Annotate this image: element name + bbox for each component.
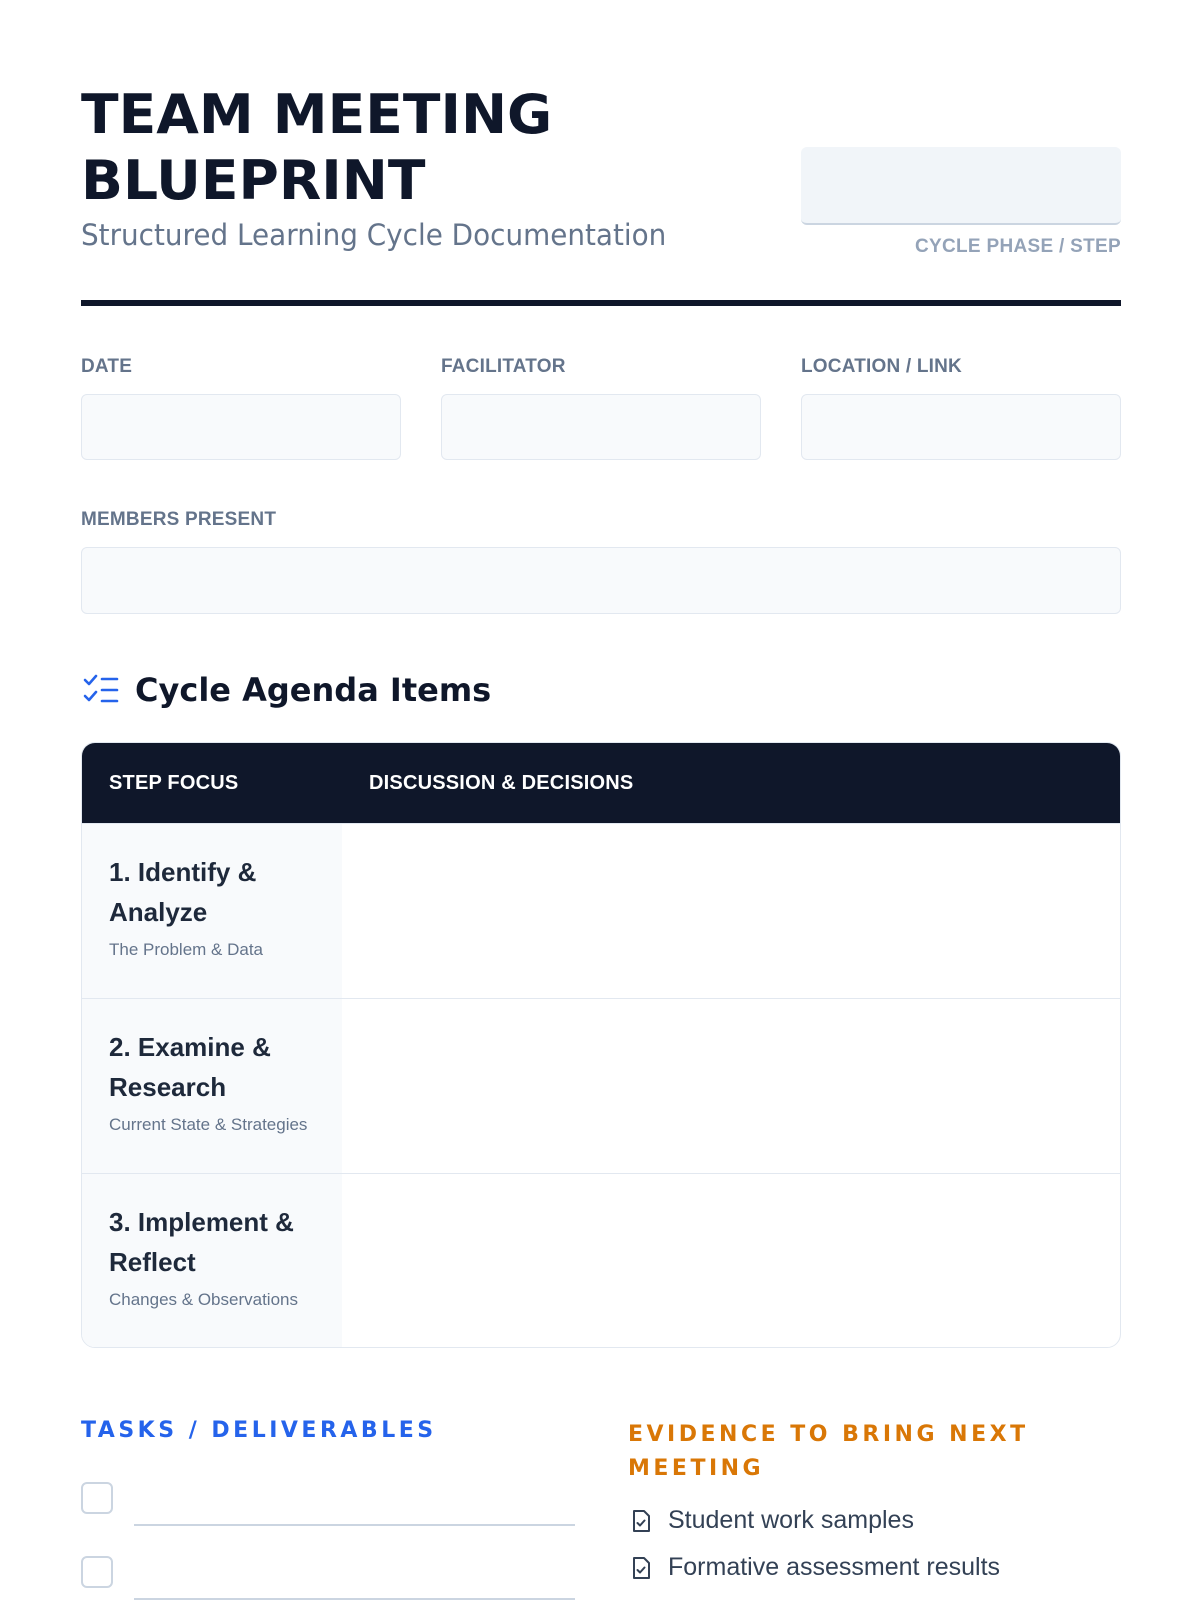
- title-line-1: TEAM MEETING: [81, 83, 553, 146]
- task-checkbox[interactable]: [81, 1482, 113, 1514]
- evidence-text: Formative assessment results: [668, 1553, 1001, 1581]
- task-item: [81, 1482, 575, 1532]
- date-field[interactable]: [81, 394, 401, 460]
- task-line[interactable]: [134, 1524, 575, 1526]
- task-item: [81, 1556, 575, 1600]
- col-step-focus: STEP FOCUS: [109, 772, 239, 794]
- location-field[interactable]: [801, 394, 1121, 460]
- evidence-item: [628, 1553, 1000, 1582]
- evidence-text: Student work samples: [668, 1506, 914, 1534]
- cycle-phase-label: CYCLE PHASE / STEP: [915, 236, 1121, 257]
- tasks-title: TASKS / DELIVERABLES: [81, 1418, 437, 1443]
- facilitator-label: FACILITATOR: [441, 356, 566, 377]
- file-check-icon: [628, 1555, 654, 1581]
- step-title: 3. Implement & Reflect: [109, 1207, 294, 1277]
- file-check-icon: [628, 1508, 654, 1534]
- task-checkbox[interactable]: [81, 1556, 113, 1588]
- cycle-phase-input[interactable]: [801, 147, 1121, 225]
- members-field[interactable]: [81, 547, 1121, 614]
- title-line-2: BLUEPRINT: [81, 149, 426, 212]
- agenda-title: Cycle Agenda Items: [135, 671, 492, 709]
- evidence-item: [628, 1506, 914, 1535]
- header-divider: [81, 300, 1121, 306]
- discussion-cell[interactable]: [342, 824, 1120, 998]
- facilitator-field[interactable]: [441, 394, 761, 460]
- agenda-section-header: [81, 670, 491, 710]
- discussion-cell[interactable]: [342, 1174, 1120, 1348]
- step-subtitle: Changes & Observations: [109, 1290, 298, 1309]
- step-cell: [82, 999, 342, 1173]
- page-title: [81, 82, 552, 214]
- step-cell: [82, 824, 342, 998]
- table-row: [82, 823, 1120, 998]
- col-discussion: DISCUSSION & DECISIONS: [369, 772, 634, 794]
- step-title: 1. Identify & Analyze: [109, 857, 257, 927]
- date-label: DATE: [81, 356, 133, 377]
- agenda-table: [81, 742, 1121, 1348]
- agenda-table-header: [82, 743, 1120, 823]
- table-row: [82, 998, 1120, 1173]
- step-subtitle: The Problem & Data: [109, 940, 264, 959]
- location-label: LOCATION / LINK: [801, 356, 962, 377]
- discussion-cell[interactable]: [342, 999, 1120, 1173]
- step-subtitle: Current State & Strategies: [109, 1115, 308, 1134]
- page-subtitle: Structured Learning Cycle Documentation: [81, 218, 667, 252]
- evidence-title: EVIDENCE TO BRING NEXT MEETING: [628, 1422, 1029, 1481]
- members-label: MEMBERS PRESENT: [81, 509, 277, 530]
- checklist-icon: [81, 670, 121, 710]
- step-cell: [82, 1174, 342, 1348]
- step-title: 2. Examine & Research: [109, 1032, 271, 1102]
- table-row: [82, 1173, 1120, 1348]
